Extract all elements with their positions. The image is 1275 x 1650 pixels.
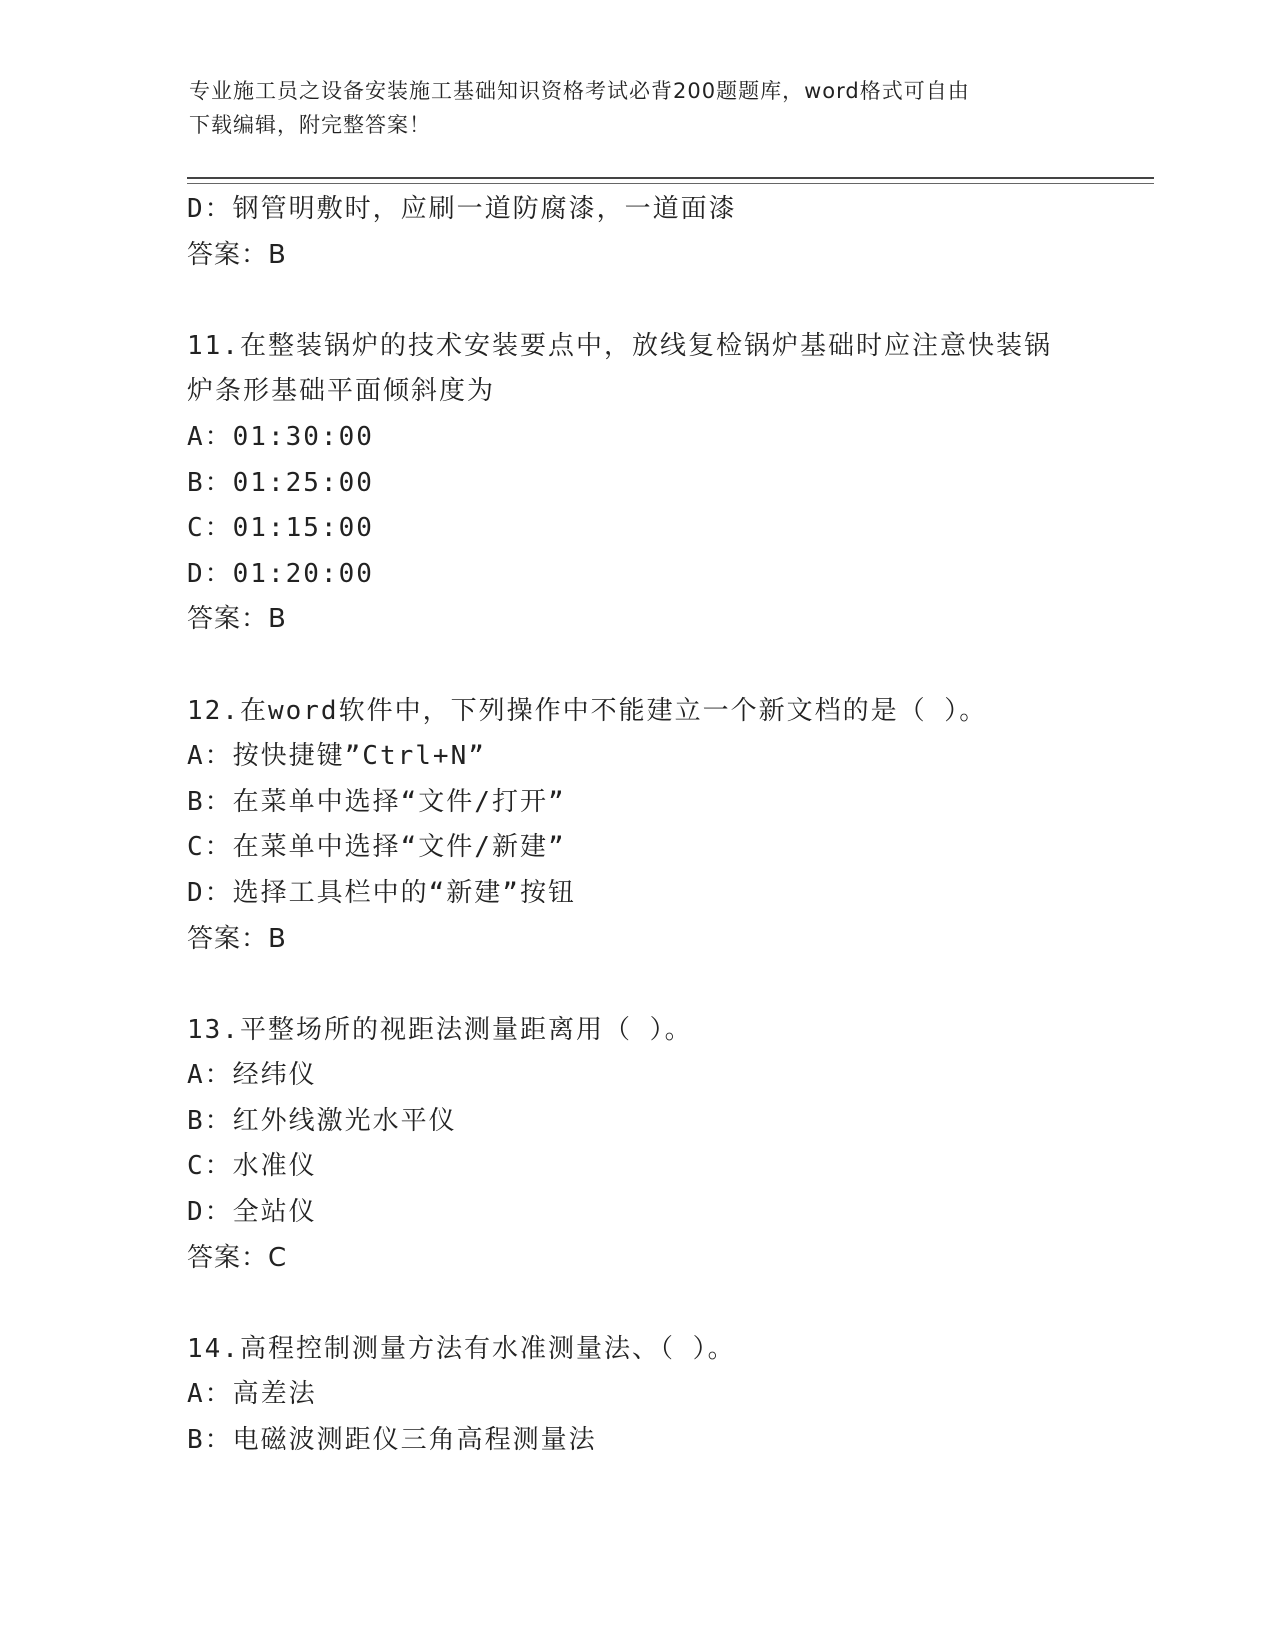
question-11-option-c: C：01:15:00	[187, 513, 374, 544]
question-14-text: 14.高程控制测量方法有水准测量法、（ ）。	[187, 1333, 736, 1364]
prev-option-d: D：钢管明敷时，应刷一道防腐漆，一道面漆	[187, 194, 737, 224]
question-14-option-a: A：高差法	[187, 1379, 317, 1410]
question-11-text-1: 11.在整装锅炉的技术安装要点中，放线复检锅炉基础时应注意快装锅	[187, 330, 1052, 361]
question-12-option-a: A：按快捷键”Ctrl+N”	[187, 741, 486, 772]
question-13-option-a: A：经纬仪	[187, 1060, 317, 1091]
question-12-option-d: D：选择工具栏中的“新建”按钮	[187, 877, 576, 908]
question-11-text-2: 炉条形基础平面倾斜度为	[187, 376, 496, 407]
question-13-option-c: C：水准仪	[187, 1151, 317, 1182]
question-14-option-b: B：电磁波测距仪三角高程测量法	[187, 1425, 597, 1456]
question-12-answer: 答案：B	[187, 923, 287, 954]
question-13-option-d: D：全站仪	[187, 1197, 317, 1228]
question-12-option-b: B：在菜单中选择“文件/打开”	[187, 786, 566, 817]
question-12-text: 12.在word软件中，下列操作中不能建立一个新文档的是（ ）。	[187, 695, 988, 726]
header-line-1: 专业施工员之设备安装施工基础知识资格考试必背200题题库，word格式可自由	[189, 79, 970, 103]
question-list	[187, 187, 1087, 1464]
question-13-option-b: B：红外线激光水平仪	[187, 1105, 457, 1136]
prev-answer: 答案：B	[187, 239, 287, 270]
question-13	[187, 1008, 1087, 1282]
document-header	[189, 74, 1069, 142]
question-12	[187, 689, 1087, 963]
header-rule-thick	[187, 177, 1154, 179]
header-rule-thin	[187, 183, 1154, 184]
question-11-option-a: A：01:30:00	[187, 421, 374, 452]
question-13-text: 13.平整场所的视距法测量距离用（ ）。	[187, 1014, 693, 1045]
question-11	[187, 324, 1087, 643]
question-11-answer: 答案：B	[187, 604, 287, 635]
question-12-option-c: C：在菜单中选择“文件/新建”	[187, 832, 566, 863]
question-14	[187, 1327, 1087, 1464]
question-11-option-d: D：01:20:00	[187, 558, 374, 589]
question-13-answer: 答案：C	[187, 1242, 288, 1273]
question-11-option-b: B：01:25:00	[187, 467, 374, 498]
header-line-2: 下载编辑，附完整答案！	[189, 113, 431, 137]
